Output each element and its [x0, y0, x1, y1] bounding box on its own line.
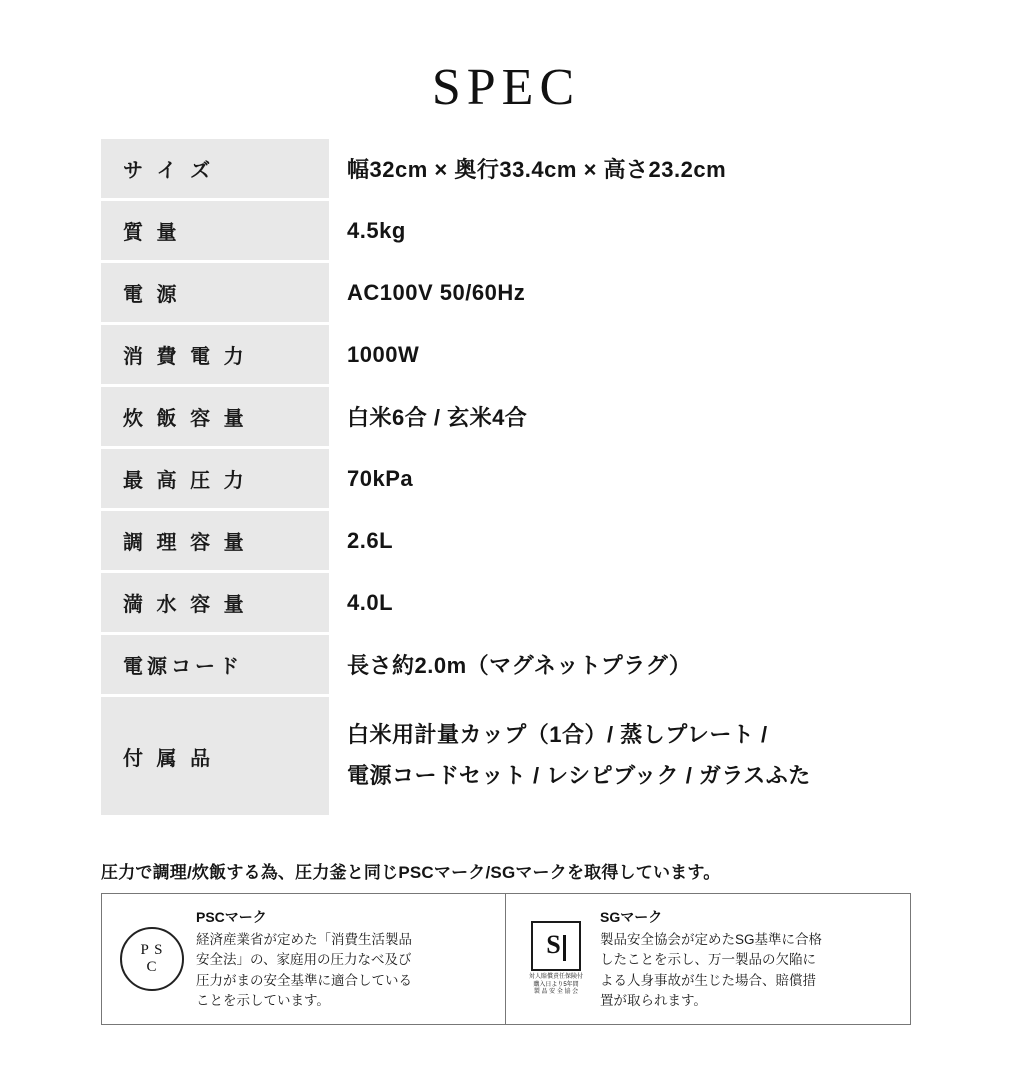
psc-emblem-bottom-text: C — [146, 959, 158, 975]
psc-mark-icon — [120, 927, 184, 991]
spec-table — [101, 139, 911, 818]
sg-emblem-caption — [520, 974, 592, 997]
spec-label: 消 費 電 力 — [101, 324, 329, 386]
page-title: SPEC — [431, 59, 581, 116]
spec-label: 質 量 — [101, 200, 329, 262]
table-row — [101, 572, 911, 634]
spec-value — [329, 262, 911, 324]
spec-label: 付 属 品 — [101, 696, 329, 817]
sg-caption-line: 製 品 安 全 協 会 — [533, 989, 579, 996]
spec-value-line: AC100V 50/60Hz — [347, 279, 526, 305]
spec-value-line: 4.0L — [347, 589, 394, 615]
sg-description — [600, 930, 902, 1011]
spec-value — [329, 634, 911, 696]
spec-value-line: 2.6L — [347, 527, 394, 553]
psc-desc-line: 圧力がまの安全基準に適合している — [196, 972, 412, 988]
spec-value — [329, 448, 911, 510]
sg-desc-line: 製品安全協会が定めたSG基準に合格 — [600, 932, 823, 947]
psc-desc-line: 安全法」の、家庭用の圧力なべ及び — [196, 952, 412, 968]
spec-label: 最 高 圧 力 — [101, 448, 329, 510]
spec-label: 調 理 容 量 — [101, 510, 329, 572]
table-row — [101, 386, 911, 448]
sg-caption-line: 購入日より5年間 — [533, 981, 579, 988]
sg-desc-line: したことを示し、万一製品の欠陥に — [600, 952, 816, 968]
psc-emblem-top-text: P S — [140, 942, 164, 958]
table-row — [101, 262, 911, 324]
psc-desc-line: ことを示しています。 — [196, 992, 330, 1008]
sg-mark-icon — [531, 921, 581, 971]
spec-value-line: 白米6合 / 玄米4合 — [347, 405, 528, 430]
table-row — [101, 324, 911, 386]
spec-value — [329, 386, 911, 448]
sg-caption-line: 対人賠償責任保険付 — [528, 974, 583, 981]
spec-value — [329, 324, 911, 386]
spec-value-line: 幅32cm × 奥行33.4cm × 高さ23.2cm — [347, 157, 727, 182]
sg-desc-line: 置が取られます。 — [600, 992, 707, 1008]
spec-label: 炊 飯 容 量 — [101, 386, 329, 448]
table-row — [101, 139, 911, 200]
sg-desc-line: よる人身事故が生じた場合、賠償措 — [600, 972, 816, 988]
sg-text-block — [594, 907, 902, 1011]
spec-label: 電 源 — [101, 262, 329, 324]
psc-emblem — [114, 927, 190, 991]
spec-value-line: 70kPa — [347, 465, 414, 491]
spec-label: サ イ ズ — [101, 139, 329, 200]
marks-box — [101, 893, 911, 1025]
spec-value-line: 電源コードセット / レシピブック / ガラスふた — [347, 763, 811, 788]
psc-description — [196, 930, 497, 1011]
spec-label: 満 水 容 量 — [101, 572, 329, 634]
spec-value-line: 長さ約2.0m（マグネットプラグ） — [347, 653, 692, 678]
psc-desc-line: 経済産業省が定めた「消費生活製品 — [196, 932, 412, 947]
psc-mark-section — [102, 894, 506, 1024]
table-row — [101, 200, 911, 262]
table-row — [101, 634, 911, 696]
table-row — [101, 510, 911, 572]
spec-value — [329, 200, 911, 262]
spec-label: 電源コード — [101, 634, 329, 696]
psc-title: PSCマーク — [196, 909, 267, 925]
spec-value — [329, 139, 911, 200]
sg-emblem-letter: S — [546, 930, 560, 960]
spec-value — [329, 510, 911, 572]
spec-value — [329, 572, 911, 634]
sg-title: SGマーク — [600, 909, 663, 925]
sg-mark-section — [506, 894, 910, 1024]
table-row — [101, 696, 911, 817]
sg-emblem — [518, 921, 594, 997]
psc-text-block — [190, 907, 497, 1011]
table-row — [101, 448, 911, 510]
spec-value-line: 1000W — [347, 341, 420, 367]
sg-emblem-bar — [563, 935, 566, 961]
spec-value-line: 4.5kg — [347, 217, 406, 243]
spec-value — [329, 696, 911, 817]
spec-value-line: 白米用計量カップ（1合）/ 蒸しプレート / — [347, 722, 768, 748]
compliance-note: 圧力で調理/炊飯する為、圧力釜と同じPSCマーク/SGマークを取得しています。 — [101, 863, 721, 882]
